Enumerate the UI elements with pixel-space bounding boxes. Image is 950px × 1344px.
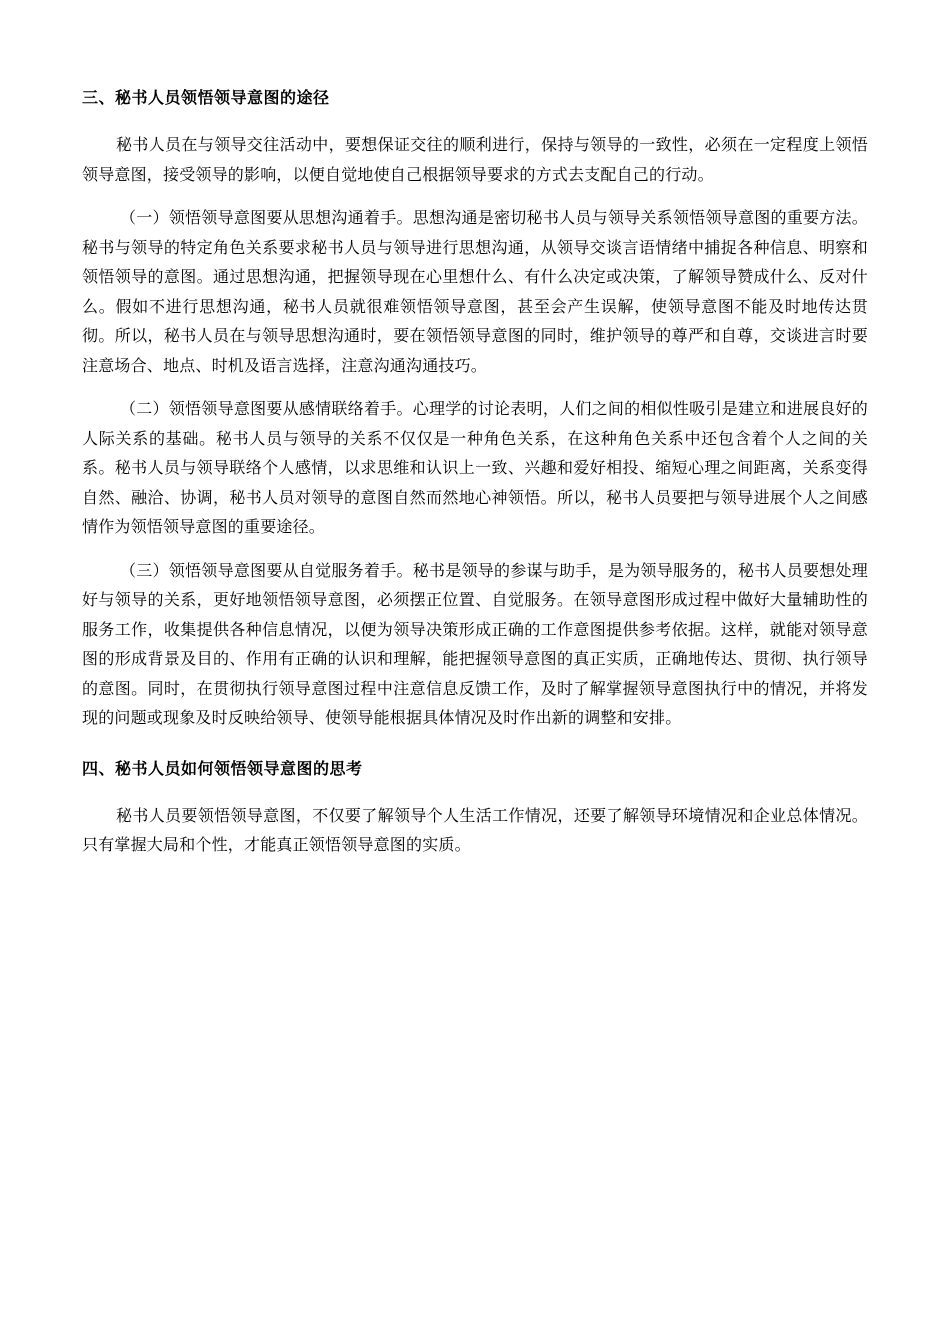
section-4-body-paragraph: 秘书人员要领悟领导意图，不仅要了解领导个人生活工作情况，还要了解领导环境情况和企业总体情况。只有掌握大局和个性，才能真正领悟领导意图的实质。 <box>82 805 868 854</box>
section-heading-3: 三、秘书人员领悟领导意图的途径 <box>82 88 330 107</box>
paragraph-item-2: （二）领悟领导意图要从感情联络着手。心理学的讨论表明，人们之间的相似性吸引是建立和进展良好的人际关系的基础。秘书人员与领导的关系不仅仅是一种角色关系，在这种角色关系中还包含着个人之间的关系。秘书人员与领导联络个人感情，以求思维和认识上一致、兴趣和爱好相投、缩短心理之间距离，关系变得自然、融洽、协调，秘书人员对领导的意图自然而然地心神领悟。所以，秘书人员要把与领导进展个人之间感情作为领悟领导意图的重要途径。 <box>82 399 868 536</box>
document-page <box>82 70 868 874</box>
section-3-intro-paragraph: 秘书人员在与领导交往活动中，要想保证交往的顺利进行，保持与领导的一致性，必须在一定程度上领悟领导意图，接受领导的影响，以便自觉地使自己根据领导要求的方式去支配自己的行动。 <box>82 135 868 184</box>
paragraph-item-1: （一）领悟领导意图要从思想沟通着手。思想沟通是密切秘书人员与领导关系领悟领导意图的重要方法。秘书与领导的特定角色关系要求秘书人员与领导进行思想沟通，从领导交谈言语情绪中捕捉各种信息、明察和领悟领导的意图。通过思想沟通，把握领导现在心里想什么、有什么决定或决策，了解领导赞成什么、反对什么。假如不进行思想沟通，秘书人员就很难领悟领导意图，甚至会产生误解，使领导意图不能及时地传达贯彻。所以，秘书人员在与领导思想沟通时，要在领悟领导意图的同时，维护领导的尊严和自尊，交谈进言时要注意场合、地点、时机及语言选择，注意沟通沟通技巧。 <box>82 208 868 375</box>
paragraph-item-3: （三）领悟领导意图要从自觉服务着手。秘书是领导的参谋与助手，是为领导服务的，秘书人员要想处理好与领导的关系，更好地领悟领导意图，必须摆正位置、自觉服务。在领导意图形成过程中做好大量辅助性的服务工作，收集提供各种信息情况，以便为领导决策形成正确的工作意图提供参考依据。这样，就能对领导意图的形成背景及目的、作用有正确的认识和理解，能把握领导意图的真正实质，正确地传达、贯彻、执行领导的意图。同时，在贯彻执行领导意图过程中注意信息反馈工作，及时了解掌握领导意图执行中的情况，并将发现的问题或现象及时反映给领导、使领导能根据具体情况及时作出新的调整和安排。 <box>82 560 868 727</box>
section-heading-4: 四、秘书人员如何领悟领导意图的思考 <box>82 758 363 778</box>
